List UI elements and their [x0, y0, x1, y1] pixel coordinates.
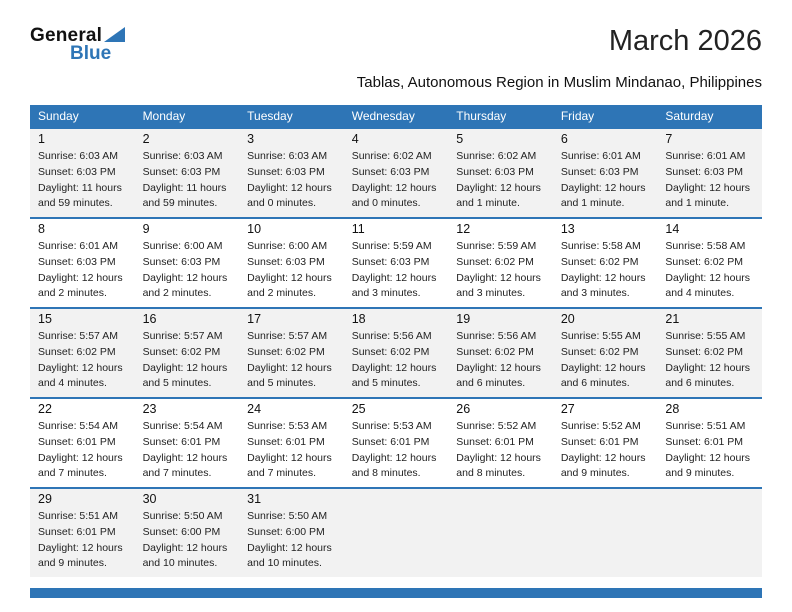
sunset-line: Sunset: 6:01 PM — [38, 525, 116, 538]
daylight-line: Daylight: 12 hours and 2 minutes. — [142, 271, 228, 300]
day-cell-21 — [657, 309, 762, 397]
day-number: 31 — [247, 492, 262, 506]
daylight-line: Daylight: 12 hours and 1 minute. — [456, 181, 541, 210]
daylight-line: Daylight: 12 hours and 6 minutes. — [560, 361, 646, 390]
day-number: 24 — [247, 402, 262, 416]
sunrise-line: Sunrise: 6:03 AM — [38, 150, 118, 162]
sunset-line: Sunset: 6:03 PM — [560, 165, 639, 178]
sunset-line: Sunset: 6:01 PM — [456, 435, 534, 448]
sunset-line: Sunset: 6:01 PM — [38, 435, 116, 448]
day-number: 3 — [247, 132, 255, 146]
day-number: 6 — [560, 132, 568, 146]
weekday-header-thursday: Thursday — [456, 109, 507, 123]
empty-cell — [553, 489, 658, 577]
daylight-line: Daylight: 12 hours and 3 minutes. — [456, 271, 541, 300]
day-number: 10 — [247, 222, 262, 236]
sunset-line: Sunset: 6:01 PM — [665, 435, 744, 448]
day-cell-12 — [448, 219, 553, 307]
sunrise-line: Sunrise: 5:53 AM — [247, 420, 328, 432]
day-number: 23 — [142, 402, 157, 416]
day-cell-10 — [239, 219, 344, 307]
sunrise-line: Sunrise: 5:59 AM — [351, 240, 432, 252]
calendar-grid — [30, 105, 762, 577]
sunrise-line: Sunrise: 5:57 AM — [247, 330, 328, 342]
day-number: 20 — [560, 312, 575, 326]
daylight-line: Daylight: 11 hours and 59 minutes. — [38, 181, 122, 210]
sunrise-line: Sunrise: 6:00 AM — [142, 240, 223, 252]
sunset-line: Sunset: 6:02 PM — [560, 345, 639, 358]
day-cell-31 — [239, 489, 344, 577]
day-cell-30 — [135, 489, 240, 577]
daylight-line: Daylight: 12 hours and 10 minutes. — [247, 541, 332, 570]
day-number: 29 — [38, 492, 52, 506]
daylight-line: Daylight: 12 hours and 0 minutes. — [247, 181, 332, 210]
sunrise-line: Sunrise: 6:00 AM — [247, 240, 328, 252]
sunrise-line: Sunrise: 5:54 AM — [142, 420, 223, 432]
daylight-line: Daylight: 12 hours and 8 minutes. — [456, 451, 541, 480]
daylight-line: Daylight: 12 hours and 7 minutes. — [142, 451, 228, 480]
sunrise-line: Sunrise: 5:58 AM — [560, 240, 641, 252]
day-number: 4 — [351, 132, 359, 146]
sunset-line: Sunset: 6:03 PM — [456, 165, 534, 178]
weekday-header-sunday: Sunday — [38, 109, 79, 123]
day-cell-6 — [553, 129, 658, 217]
logo-text-general: General — [30, 25, 103, 46]
sunset-line: Sunset: 6:03 PM — [38, 255, 116, 268]
daylight-line: Daylight: 11 hours and 59 minutes. — [142, 181, 227, 210]
title-block — [126, 26, 762, 91]
daylight-line: Daylight: 12 hours and 2 minutes. — [38, 271, 123, 300]
daylight-line: Daylight: 12 hours and 9 minutes. — [38, 541, 123, 570]
sunset-line: Sunset: 6:03 PM — [247, 165, 325, 178]
sunset-line: Sunset: 6:01 PM — [560, 435, 639, 448]
day-number: 21 — [665, 312, 680, 326]
page-title: March 2026 — [608, 25, 762, 57]
daylight-line: Daylight: 12 hours and 3 minutes. — [560, 271, 646, 300]
day-number: 15 — [38, 312, 52, 326]
sunset-line: Sunset: 6:03 PM — [351, 165, 430, 178]
day-cell-9 — [135, 219, 240, 307]
page-header — [30, 26, 762, 91]
sunrise-line: Sunrise: 5:50 AM — [142, 510, 223, 522]
daylight-line: Daylight: 12 hours and 8 minutes. — [351, 451, 437, 480]
day-number: 7 — [665, 132, 673, 146]
sunset-line: Sunset: 6:03 PM — [38, 165, 116, 178]
sunset-line: Sunset: 6:01 PM — [247, 435, 325, 448]
sunrise-line: Sunrise: 5:51 AM — [665, 420, 746, 432]
day-number: 28 — [665, 402, 680, 416]
day-number: 22 — [38, 402, 52, 416]
sunset-line: Sunset: 6:02 PM — [560, 255, 639, 268]
day-number: 1 — [38, 132, 45, 146]
day-number: 26 — [456, 402, 471, 416]
week-row-5 — [30, 487, 762, 577]
sunrise-line: Sunrise: 5:56 AM — [456, 330, 537, 342]
day-cell-11 — [344, 219, 449, 307]
day-number: 8 — [38, 222, 45, 236]
daylight-line: Daylight: 12 hours and 6 minutes. — [665, 361, 751, 390]
generalblue-logo — [30, 26, 126, 63]
weekday-header-monday: Monday — [142, 109, 186, 123]
day-cell-3 — [239, 129, 344, 217]
weekday-header-wednesday: Wednesday — [351, 109, 415, 123]
empty-cell — [344, 489, 449, 577]
weekday-header-friday: Friday — [560, 109, 595, 123]
daylight-line: Daylight: 12 hours and 1 minute. — [665, 181, 751, 210]
daylight-line: Daylight: 12 hours and 2 minutes. — [247, 271, 332, 300]
day-number: 30 — [142, 492, 157, 506]
sunrise-line: Sunrise: 5:55 AM — [665, 330, 746, 342]
day-cell-26 — [448, 399, 553, 487]
week-row-3 — [30, 307, 762, 397]
day-cell-25 — [344, 399, 449, 487]
sunset-line: Sunset: 6:03 PM — [351, 255, 430, 268]
day-number: 25 — [351, 402, 366, 416]
day-cell-18 — [344, 309, 449, 397]
footer-bar — [30, 588, 762, 598]
sunrise-line: Sunrise: 6:02 AM — [456, 150, 537, 162]
sunrise-line: Sunrise: 5:50 AM — [247, 510, 328, 522]
sunset-line: Sunset: 6:02 PM — [665, 255, 744, 268]
weekday-header-row — [30, 105, 762, 127]
sunset-line: Sunset: 6:01 PM — [351, 435, 430, 448]
sunset-line: Sunset: 6:03 PM — [247, 255, 325, 268]
day-cell-17 — [239, 309, 344, 397]
week-row-1 — [30, 127, 762, 217]
day-number: 9 — [142, 222, 150, 236]
day-cell-7 — [657, 129, 762, 217]
sunset-line: Sunset: 6:02 PM — [665, 345, 744, 358]
sunset-line: Sunset: 6:02 PM — [247, 345, 325, 358]
day-cell-19 — [448, 309, 553, 397]
weekday-header-tuesday: Tuesday — [247, 109, 293, 123]
daylight-line: Daylight: 12 hours and 5 minutes. — [247, 361, 332, 390]
day-number: 17 — [247, 312, 262, 326]
daylight-line: Daylight: 12 hours and 0 minutes. — [351, 181, 437, 210]
day-cell-8 — [30, 219, 135, 307]
daylight-line: Daylight: 12 hours and 5 minutes. — [142, 361, 228, 390]
sunset-line: Sunset: 6:00 PM — [247, 525, 325, 538]
daylight-line: Daylight: 12 hours and 9 minutes. — [665, 451, 751, 480]
week-row-4 — [30, 397, 762, 487]
day-cell-24 — [239, 399, 344, 487]
sunset-line: Sunset: 6:02 PM — [38, 345, 116, 358]
sunset-line: Sunset: 6:02 PM — [456, 345, 534, 358]
day-cell-27 — [553, 399, 658, 487]
logo-text-blue: Blue — [70, 43, 112, 64]
empty-cell — [448, 489, 553, 577]
daylight-line: Daylight: 12 hours and 4 minutes. — [38, 361, 123, 390]
sunrise-line: Sunrise: 6:02 AM — [351, 150, 432, 162]
sunrise-line: Sunrise: 6:03 AM — [142, 150, 223, 162]
daylight-line: Daylight: 12 hours and 9 minutes. — [560, 451, 646, 480]
day-cell-28 — [657, 399, 762, 487]
day-cell-5 — [448, 129, 553, 217]
calendar-weeks — [30, 127, 762, 577]
day-cell-1 — [30, 129, 135, 217]
sunset-line: Sunset: 6:02 PM — [351, 345, 430, 358]
day-number: 19 — [456, 312, 471, 326]
weekday-header-saturday: Saturday — [665, 109, 714, 123]
empty-cell — [657, 489, 762, 577]
sunset-line: Sunset: 6:03 PM — [142, 165, 221, 178]
sunrise-line: Sunrise: 5:52 AM — [456, 420, 537, 432]
daylight-line: Daylight: 12 hours and 7 minutes. — [38, 451, 123, 480]
sunrise-line: Sunrise: 5:51 AM — [38, 510, 118, 522]
sunrise-line: Sunrise: 5:59 AM — [456, 240, 537, 252]
page-subtitle: Tablas, Autonomous Region in Muslim Mindanao, Philippines — [356, 73, 762, 91]
day-cell-16 — [135, 309, 240, 397]
daylight-line: Daylight: 12 hours and 1 minute. — [560, 181, 646, 210]
day-number: 13 — [560, 222, 575, 236]
sunrise-line: Sunrise: 6:01 AM — [38, 240, 118, 252]
day-cell-13 — [553, 219, 658, 307]
sunset-line: Sunset: 6:03 PM — [665, 165, 744, 178]
sunrise-line: Sunrise: 5:53 AM — [351, 420, 432, 432]
week-row-2 — [30, 217, 762, 307]
sunset-line: Sunset: 6:03 PM — [142, 255, 221, 268]
day-number: 14 — [665, 222, 680, 236]
sunset-line: Sunset: 6:02 PM — [456, 255, 534, 268]
sunrise-line: Sunrise: 5:57 AM — [38, 330, 118, 342]
sunrise-line: Sunrise: 5:56 AM — [351, 330, 432, 342]
day-cell-2 — [135, 129, 240, 217]
sunrise-line: Sunrise: 5:54 AM — [38, 420, 118, 432]
day-cell-20 — [553, 309, 658, 397]
day-number: 12 — [456, 222, 471, 236]
day-cell-14 — [657, 219, 762, 307]
sunset-line: Sunset: 6:00 PM — [142, 525, 221, 538]
day-number: 18 — [351, 312, 366, 326]
daylight-line: Daylight: 12 hours and 4 minutes. — [665, 271, 751, 300]
day-number: 5 — [456, 132, 464, 146]
daylight-line: Daylight: 12 hours and 6 minutes. — [456, 361, 541, 390]
daylight-line: Daylight: 12 hours and 10 minutes. — [142, 541, 228, 570]
sunset-line: Sunset: 6:02 PM — [142, 345, 221, 358]
sunrise-line: Sunrise: 6:01 AM — [665, 150, 746, 162]
sunrise-line: Sunrise: 6:03 AM — [247, 150, 328, 162]
day-number: 16 — [142, 312, 157, 326]
sunrise-line: Sunrise: 5:55 AM — [560, 330, 641, 342]
daylight-line: Daylight: 12 hours and 7 minutes. — [247, 451, 332, 480]
day-cell-4 — [344, 129, 449, 217]
day-number: 27 — [560, 402, 575, 416]
sunrise-line: Sunrise: 6:01 AM — [560, 150, 641, 162]
daylight-line: Daylight: 12 hours and 5 minutes. — [351, 361, 437, 390]
sunrise-line: Sunrise: 5:52 AM — [560, 420, 641, 432]
daylight-line: Daylight: 12 hours and 3 minutes. — [351, 271, 437, 300]
day-cell-23 — [135, 399, 240, 487]
sunrise-line: Sunrise: 5:58 AM — [665, 240, 746, 252]
day-cell-29 — [30, 489, 135, 577]
sunset-line: Sunset: 6:01 PM — [142, 435, 221, 448]
day-cell-22 — [30, 399, 135, 487]
day-cell-15 — [30, 309, 135, 397]
sunrise-line: Sunrise: 5:57 AM — [142, 330, 223, 342]
day-number: 2 — [142, 132, 150, 146]
day-number: 11 — [351, 222, 365, 236]
